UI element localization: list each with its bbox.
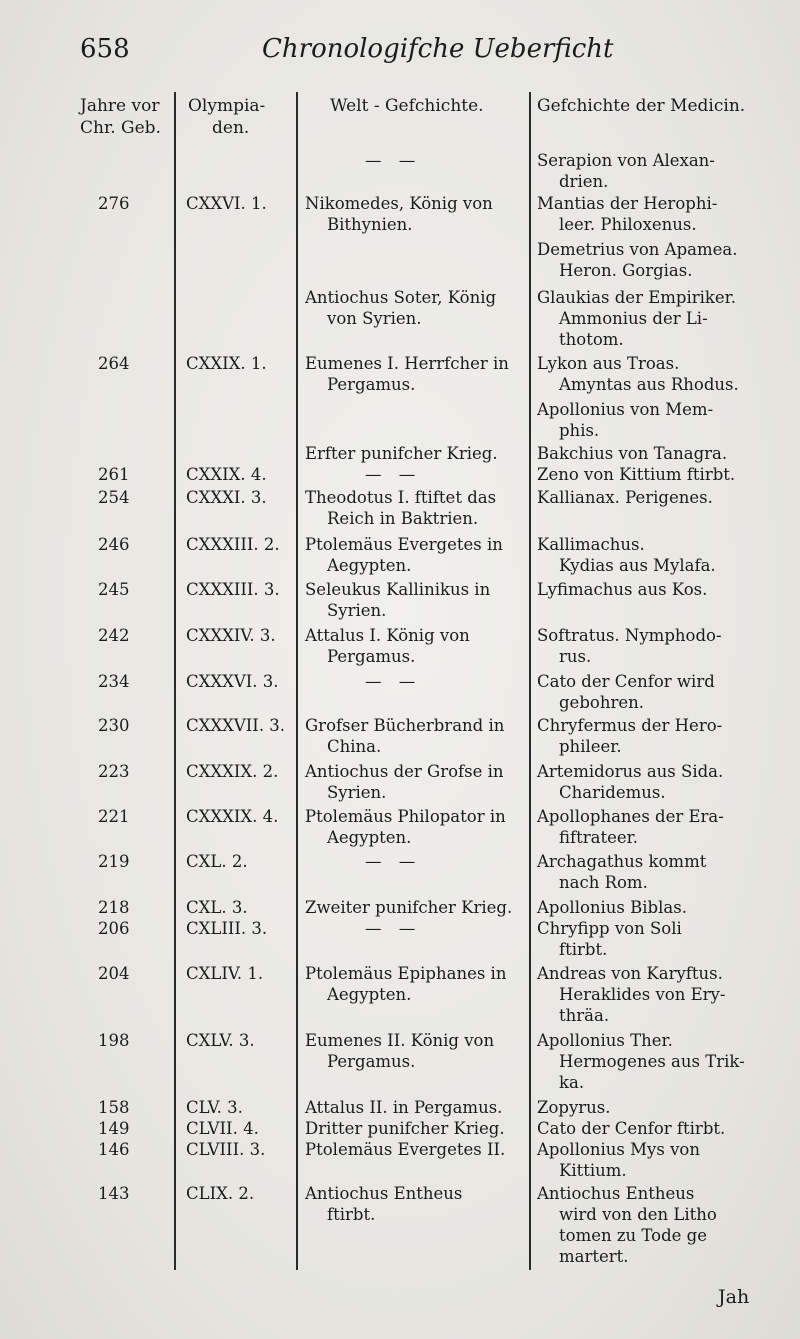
year-cell: 146 <box>98 1140 130 1159</box>
medicine-history-line: rus. <box>559 647 592 666</box>
medicine-history-line: ftirbt. <box>559 940 608 959</box>
world-history-line: Aegypten. <box>327 828 412 847</box>
medicine-history-line: Heron. Gorgias. <box>559 261 693 280</box>
medicine-history-line: Apollophanes der Era- <box>537 807 724 826</box>
year-cell: 234 <box>98 672 130 691</box>
medicine-history-line: Apollonius von Mem- <box>537 400 714 419</box>
medicine-history-line: Glaukias der Empiriker. <box>537 288 736 307</box>
world-history-line: von Syrien. <box>327 309 422 328</box>
olympiad-cell: CXXXIII. 2. <box>186 535 280 554</box>
world-history-line: China. <box>327 737 382 756</box>
medicine-history-line: Demetrius von Apamea. <box>537 240 738 259</box>
year-cell: 242 <box>98 626 130 645</box>
medicine-history-line: Kallimachus. <box>537 535 645 554</box>
medicine-history-line: wird von den Litho <box>559 1205 717 1224</box>
medicine-history-line: thotom. <box>559 330 624 349</box>
year-cell: 204 <box>98 964 130 983</box>
world-history-line: Syrien. <box>327 783 387 802</box>
world-history-line: Aegypten. <box>327 985 412 1004</box>
medicine-history-line: Lykon aus Troas. <box>537 354 680 373</box>
medicine-history-line: Chryfermus der Hero- <box>537 716 723 735</box>
medicine-history-line: Softratus. Nymphodo- <box>537 626 722 645</box>
year-cell: 264 <box>98 354 130 373</box>
year-cell: 143 <box>98 1184 130 1203</box>
world-history-line: Ptolemäus Evergetes II. <box>305 1140 506 1159</box>
medicine-history-line: phis. <box>559 421 600 440</box>
world-history-line: Dritter punifcher Krieg. <box>305 1119 505 1138</box>
olympiad-cell: CXXXI. 3. <box>186 488 267 507</box>
year-cell: 158 <box>98 1098 130 1117</box>
olympiad-cell: CLVII. 4. <box>186 1119 259 1138</box>
olympiad-cell: CXXXIX. 4. <box>186 807 279 826</box>
medicine-history-line: Bakchius von Tanagra. <box>537 444 728 463</box>
medicine-history-line: drien. <box>559 172 609 191</box>
medicine-history-line: Chryfipp von Soli <box>537 919 682 938</box>
world-history-line: — — <box>365 852 422 871</box>
year-cell: 276 <box>98 194 130 213</box>
medicine-history-line: Kydias aus Mylafa. <box>559 556 716 575</box>
medicine-history-line: gebohren. <box>559 693 644 712</box>
page-number: 658 <box>80 34 130 64</box>
world-history-line: Theodotus I. ftiftet das <box>305 488 497 507</box>
world-history-line: Pergamus. <box>327 375 416 394</box>
year-cell: 230 <box>98 716 130 735</box>
medicine-history-line: Mantias der Herophi- <box>537 194 718 213</box>
world-history-line: Erfter punifcher Krieg. <box>305 444 498 463</box>
olympiad-cell: CXLIII. 3. <box>186 919 268 938</box>
year-cell: 245 <box>98 580 130 599</box>
world-history-line: Bithynien. <box>327 215 413 234</box>
medicine-history-line: Lyfimachus aus Kos. <box>537 580 708 599</box>
world-history-line: ftirbt. <box>327 1205 376 1224</box>
world-history-line: Eumenes I. Herrfcher in <box>305 354 509 373</box>
medicine-history-line: Artemidorus aus Sida. <box>537 762 724 781</box>
medicine-history-line: fiftrateer. <box>559 828 638 847</box>
olympiad-cell: CXXXVII. 3. <box>186 716 286 735</box>
world-history-line: — — <box>365 465 422 484</box>
world-history-line: Grofser Bücherbrand in <box>305 716 505 735</box>
world-history-line: Pergamus. <box>327 647 416 666</box>
medicine-history-line: Kallianax. Perigenes. <box>537 488 713 507</box>
medicine-history-line: Kittium. <box>559 1161 627 1180</box>
page-title: Chronologifche Ueberficht <box>262 34 614 64</box>
year-cell: 198 <box>98 1031 130 1050</box>
medicine-history-line: Apollonius Ther. <box>537 1031 673 1050</box>
medicine-history-line: Hermogenes aus Trik- <box>559 1052 745 1071</box>
medicine-history-line: nach Rom. <box>559 873 648 892</box>
header-years-line1: Jahre vor <box>80 96 160 116</box>
world-history-line: — — <box>365 151 422 170</box>
medicine-history-line: Heraklides von Ery- <box>559 985 726 1004</box>
olympiad-cell: CLVIII. 3. <box>186 1140 266 1159</box>
world-history-line: Syrien. <box>327 601 387 620</box>
medicine-history-line: Archagathus kommt <box>537 852 707 871</box>
medicine-history-line: Zeno von Kittium ftirbt. <box>537 465 736 484</box>
world-history-line: Pergamus. <box>327 1052 416 1071</box>
olympiad-cell: CXL. 2. <box>186 852 248 871</box>
medicine-history-line: Amyntas aus Rhodus. <box>559 375 739 394</box>
year-cell: 223 <box>98 762 130 781</box>
medicine-history-line: Cato der Cenfor wird <box>537 672 715 691</box>
header-years <box>80 95 161 139</box>
column-divider <box>296 92 298 1270</box>
year-cell: 218 <box>98 898 130 917</box>
world-history-line: Nikomedes, König von <box>305 194 493 213</box>
olympiad-cell: CXLIV. 1. <box>186 964 264 983</box>
year-cell: 254 <box>98 488 130 507</box>
year-cell: 149 <box>98 1119 130 1138</box>
world-history-line: Reich in Baktrien. <box>327 509 479 528</box>
medicine-history-line: ka. <box>559 1073 585 1092</box>
world-history-line: Ptolemäus Philopator in <box>305 807 506 826</box>
olympiad-cell: CXXXIV. 3. <box>186 626 276 645</box>
olympiad-cell: CXXIX. 4. <box>186 465 267 484</box>
olympiad-cell: CXXXIII. 3. <box>186 580 280 599</box>
world-history-line: Ptolemäus Epiphanes in <box>305 964 507 983</box>
olympiad-cell: CXXXIX. 2. <box>186 762 279 781</box>
medicine-history-line: Serapion von Alexan- <box>537 151 715 170</box>
year-cell: 206 <box>98 919 130 938</box>
world-history-line: Eumenes II. König von <box>305 1031 495 1050</box>
olympiad-cell: CXXXVI. 3. <box>186 672 279 691</box>
year-cell: 261 <box>98 465 130 484</box>
olympiad-cell: CLIX. 2. <box>186 1184 255 1203</box>
medicine-history-line: Antiochus Entheus <box>537 1184 695 1203</box>
medicine-history-line: Apollonius Biblas. <box>537 898 687 917</box>
year-cell: 246 <box>98 535 130 554</box>
olympiad-cell: CXXVI. 1. <box>186 194 267 213</box>
header-years-line2: Chr. Geb. <box>80 118 161 138</box>
header-olympiads <box>188 95 265 139</box>
medicine-history-line: Apollonius Mys von <box>537 1140 700 1159</box>
medicine-history-line: thräa. <box>559 1006 610 1025</box>
year-cell: 219 <box>98 852 130 871</box>
medicine-history-line: leer. Philoxenus. <box>559 215 697 234</box>
medicine-history-line: phileer. <box>559 737 622 756</box>
year-cell: 221 <box>98 807 130 826</box>
header-olympiads-line1: Olympia- <box>188 96 266 116</box>
column-divider <box>174 92 176 1270</box>
medicine-history-line: Zopyrus. <box>537 1098 611 1117</box>
world-history-line: Aegypten. <box>327 556 412 575</box>
world-history-line: Zweiter punifcher Krieg. <box>305 898 513 917</box>
world-history-line: Antiochus Soter, König <box>305 288 497 307</box>
medicine-history-line: Cato der Cenfor ftirbt. <box>537 1119 726 1138</box>
medicine-history-line: Charidemus. <box>559 783 666 802</box>
olympiad-cell: CLV. 3. <box>186 1098 243 1117</box>
olympiad-cell: CXL. 3. <box>186 898 248 917</box>
world-history-line: Seleukus Kallinikus in <box>305 580 491 599</box>
medicine-history-line: Andreas von Karyftus. <box>537 964 723 983</box>
olympiad-cell: CXXIX. 1. <box>186 354 267 373</box>
medicine-history-line: tomen zu Tode ge <box>559 1226 707 1245</box>
catchword: Jah <box>718 1286 750 1308</box>
world-history-line: — — <box>365 919 422 938</box>
world-history-line: Antiochus Entheus <box>305 1184 463 1203</box>
world-history-line: Antiochus der Grofse in <box>305 762 504 781</box>
header-olympiads-line2: den. <box>212 118 250 138</box>
world-history-line: Attalus II. in Pergamus. <box>305 1098 503 1117</box>
header-medicine-history: Gefchichte der Medicin. <box>537 96 746 116</box>
world-history-line: Attalus I. König von <box>305 626 470 645</box>
header-world-history: Welt - Gefchichte. <box>330 96 484 116</box>
medicine-history-line: martert. <box>559 1247 629 1266</box>
medicine-history-line: Ammonius der Li- <box>559 309 708 328</box>
world-history-line: — — <box>365 672 422 691</box>
olympiad-cell: CXLV. 3. <box>186 1031 255 1050</box>
world-history-line: Ptolemäus Evergetes in <box>305 535 503 554</box>
